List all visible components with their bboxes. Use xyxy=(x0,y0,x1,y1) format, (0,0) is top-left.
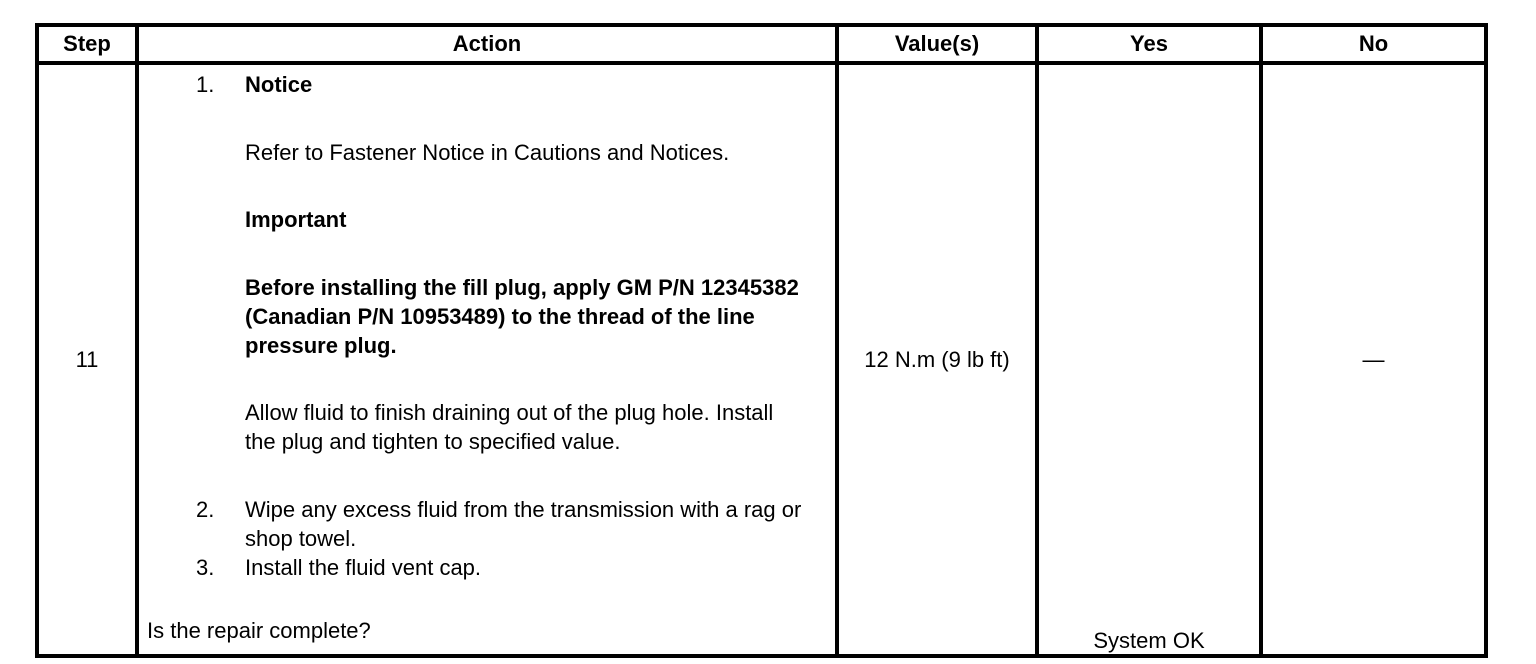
item-1-number: 1. xyxy=(196,72,215,97)
important-text: Before installing the fill plug, apply GM P/N 12345382 (Canadian P/N 10953489) to the thread of the line pressure plug. xyxy=(245,275,799,358)
item-2-text: Wipe any excess fluid from the transmission with a rag or shop towel. xyxy=(245,497,802,551)
header-row xyxy=(37,25,1486,63)
table-row xyxy=(37,63,1486,656)
important-heading: Important xyxy=(245,207,347,232)
item-3-number: 3. xyxy=(196,555,215,580)
step-number: 11 xyxy=(37,63,137,656)
header-values: Value(s) xyxy=(837,25,1037,63)
procedure-table xyxy=(35,23,1488,658)
value-cell: 12 N.m (9 lb ft) xyxy=(837,63,1037,656)
item-2-number: 2. xyxy=(196,497,215,522)
item-1-instruction: Allow fluid to finish draining out of the plug hole. Install the plug and tighten to specified value. xyxy=(245,400,774,454)
header-step: Step xyxy=(37,25,137,63)
header-no: No xyxy=(1261,25,1486,63)
notice-text: Refer to Fastener Notice in Cautions and Notices. xyxy=(245,140,730,165)
item-3-text: Install the fluid vent cap. xyxy=(245,555,482,580)
notice-heading: Notice xyxy=(245,72,313,97)
yes-cell: System OK xyxy=(1037,63,1261,656)
header-action: Action xyxy=(137,25,837,63)
action-cell xyxy=(137,63,837,656)
header-yes: Yes xyxy=(1037,25,1261,63)
question-text: Is the repair complete? xyxy=(147,618,371,643)
no-cell: — xyxy=(1261,63,1486,656)
